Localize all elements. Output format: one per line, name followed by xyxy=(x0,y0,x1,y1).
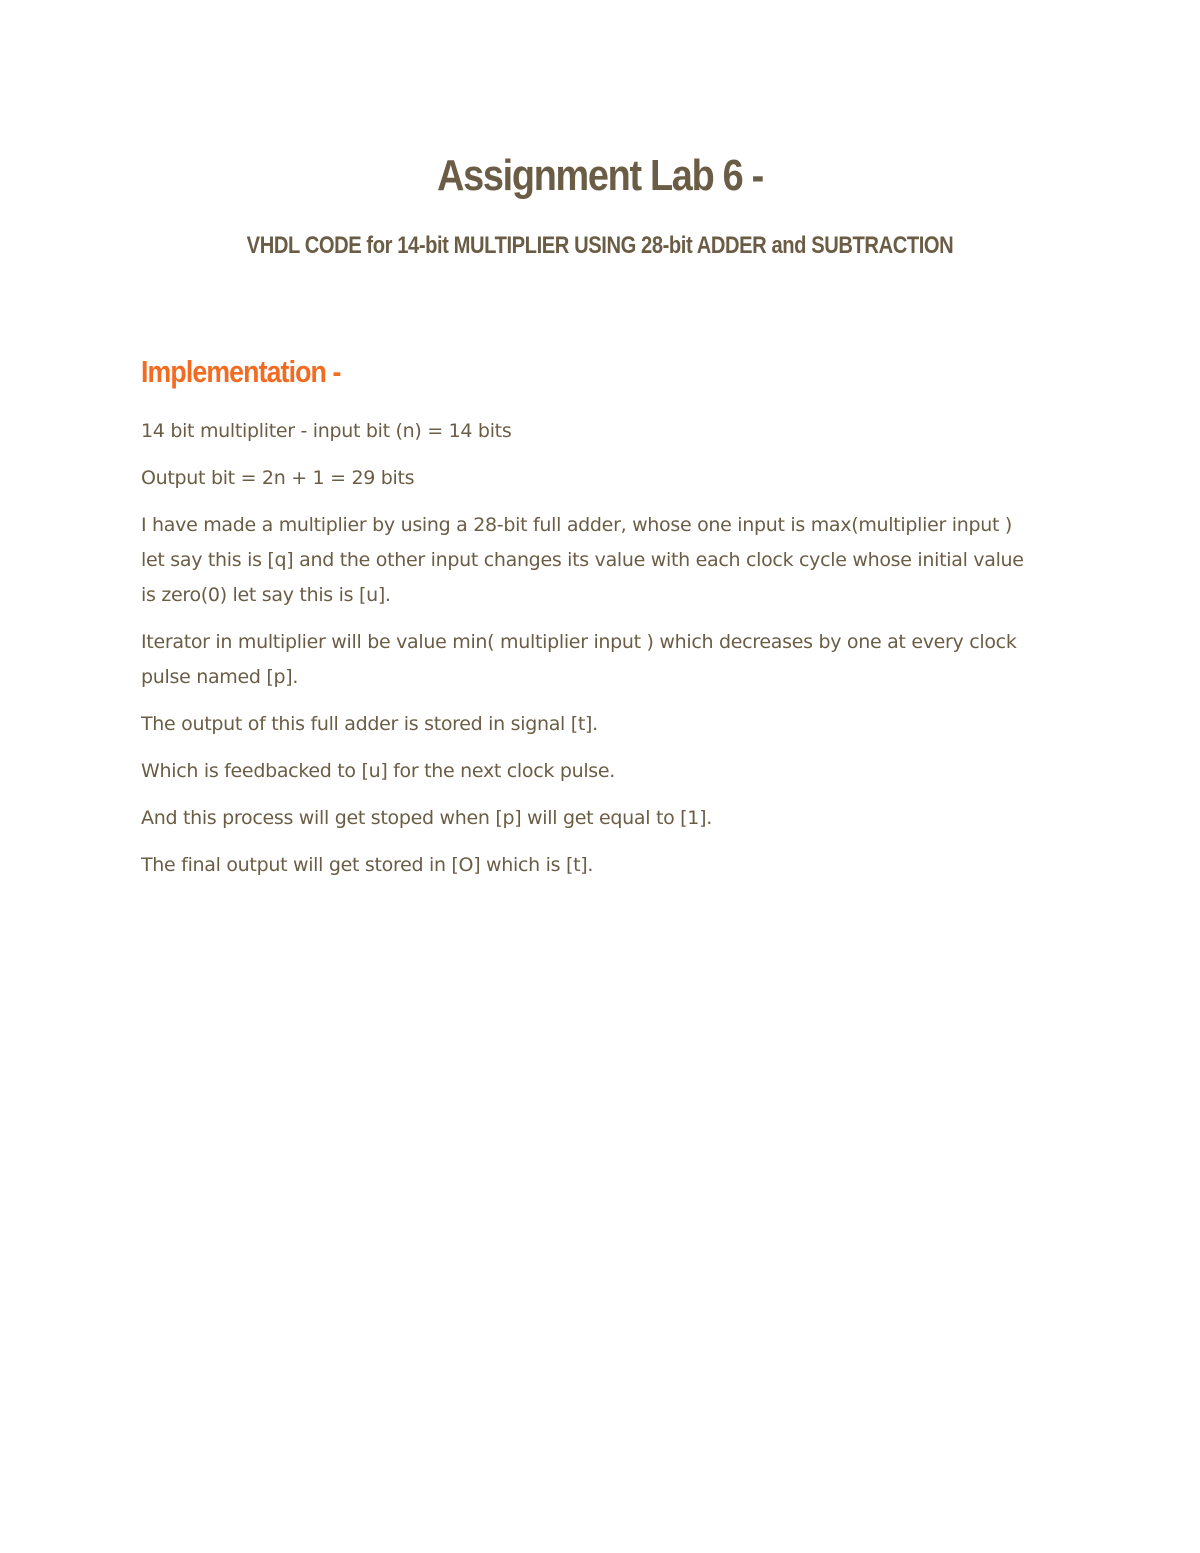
paragraph-output-bits: Output bit = 2n + 1 = 29 bits xyxy=(141,467,415,489)
paragraph-input-bits: 14 bit multipliter - input bit (n) = 14 bits xyxy=(141,420,512,442)
paragraph-stop-condition: And this process will get stoped when [p] will get equal to [1]. xyxy=(141,807,712,829)
section-heading-implementation: Implementation - xyxy=(141,354,341,389)
paragraph-iterator: Iterator in multiplier will be value min( multiplier input ) which decreases by one at every clock pulse named [p]. xyxy=(141,631,1017,688)
document-title: Assignment Lab 6 - xyxy=(437,151,763,200)
document-subtitle: VHDL CODE for 14-bit MULTIPLIER USING 28-bit ADDER and SUBTRACTION xyxy=(246,232,954,259)
paragraph-full-adder: I have made a multiplier by using a 28-bit full adder, whose one input is max(multiplier input ) let say this is [q] and the other input changes its value with each clock cycle whose initial value is zero(0) let say this is [u]. xyxy=(141,514,1024,606)
body-text xyxy=(141,414,1041,895)
paragraph-feedback: Which is feedbacked to [u] for the next clock pulse. xyxy=(141,760,616,782)
paragraph-output-signal: The output of this full adder is stored in signal [t]. xyxy=(141,713,598,735)
paragraph-final-output: The final output will get stored in [O] which is [t]. xyxy=(141,854,594,876)
